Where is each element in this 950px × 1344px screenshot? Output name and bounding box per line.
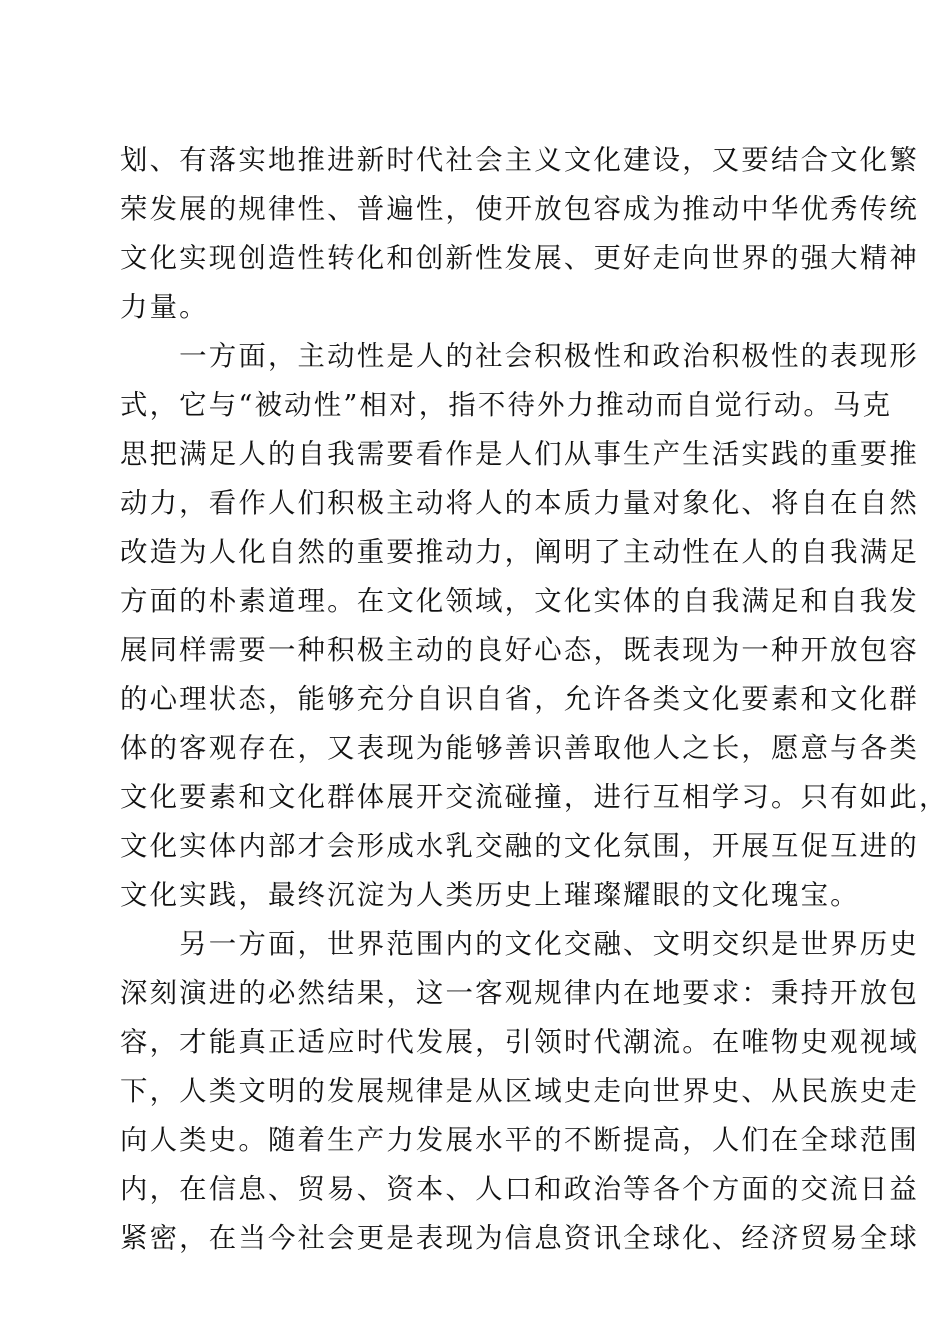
text-line: 内，在信息、贸易、资本、人口和政治等各个方面的交流日益 <box>120 1174 919 1205</box>
text-line: 一方面，主动性是人的社会积极性和政治积极性的表现形 <box>120 341 919 372</box>
text-line: 深刻演进的必然结果，这一客观规律内在地要求：秉持开放包 <box>120 978 919 1009</box>
text-line: 动力，看作人们积极主动将人的本质力量对象化、将自在自然 <box>120 488 919 519</box>
text-line: 文化实践，最终沉淀为人类历史上璀璨耀眼的文化瑰宝。 <box>120 880 860 911</box>
document-body <box>120 136 949 1263</box>
text-line: 文化要素和文化群体展开交流碰撞，进行互相学习。只有如此， <box>120 782 949 813</box>
text-line: 容，才能真正适应时代发展，引领时代潮流。在唯物史观视域 <box>120 1027 919 1058</box>
text-line: 思把满足人的自我需要看作是人们从事生产生活实践的重要推 <box>120 439 919 470</box>
text-line: 式，它与“被动性”相对，指不待外力推动而自觉行动。马克 <box>120 390 893 421</box>
text-line: 另一方面，世界范围内的文化交融、文明交织是世界历史 <box>120 929 919 960</box>
text-line: 的心理状态，能够充分自识自省，允许各类文化要素和文化群 <box>120 684 919 715</box>
text-line: 下，人类文明的发展规律是从区域史走向世界史、从民族史走 <box>120 1076 919 1107</box>
text-line: 文化实现创造性转化和创新性发展、更好走向世界的强大精神 <box>120 243 919 274</box>
text-line: 荣发展的规律性、普遍性，使开放包容成为推动中华优秀传统 <box>120 194 919 225</box>
text-line: 体的客观存在，又表现为能够善识善取他人之长，愿意与各类 <box>120 733 919 764</box>
text-line: 向人类史。随着生产力发展水平的不断提高，人们在全球范围 <box>120 1125 919 1156</box>
text-line: 文化实体内部才会形成水乳交融的文化氛围，开展互促互进的 <box>120 831 919 862</box>
text-line: 方面的朴素道理。在文化领域，文化实体的自我满足和自我发 <box>120 586 919 617</box>
text-line: 划、有落实地推进新时代社会主义文化建设，又要结合文化繁 <box>120 145 919 176</box>
text-line: 展同样需要一种积极主动的良好心态，既表现为一种开放包容 <box>120 635 919 666</box>
text-line: 紧密，在当今社会更是表现为信息资讯全球化、经济贸易全球 <box>120 1223 919 1254</box>
text-line: 力量。 <box>120 292 209 323</box>
text-line: 改造为人化自然的重要推动力，阐明了主动性在人的自我满足 <box>120 537 919 568</box>
